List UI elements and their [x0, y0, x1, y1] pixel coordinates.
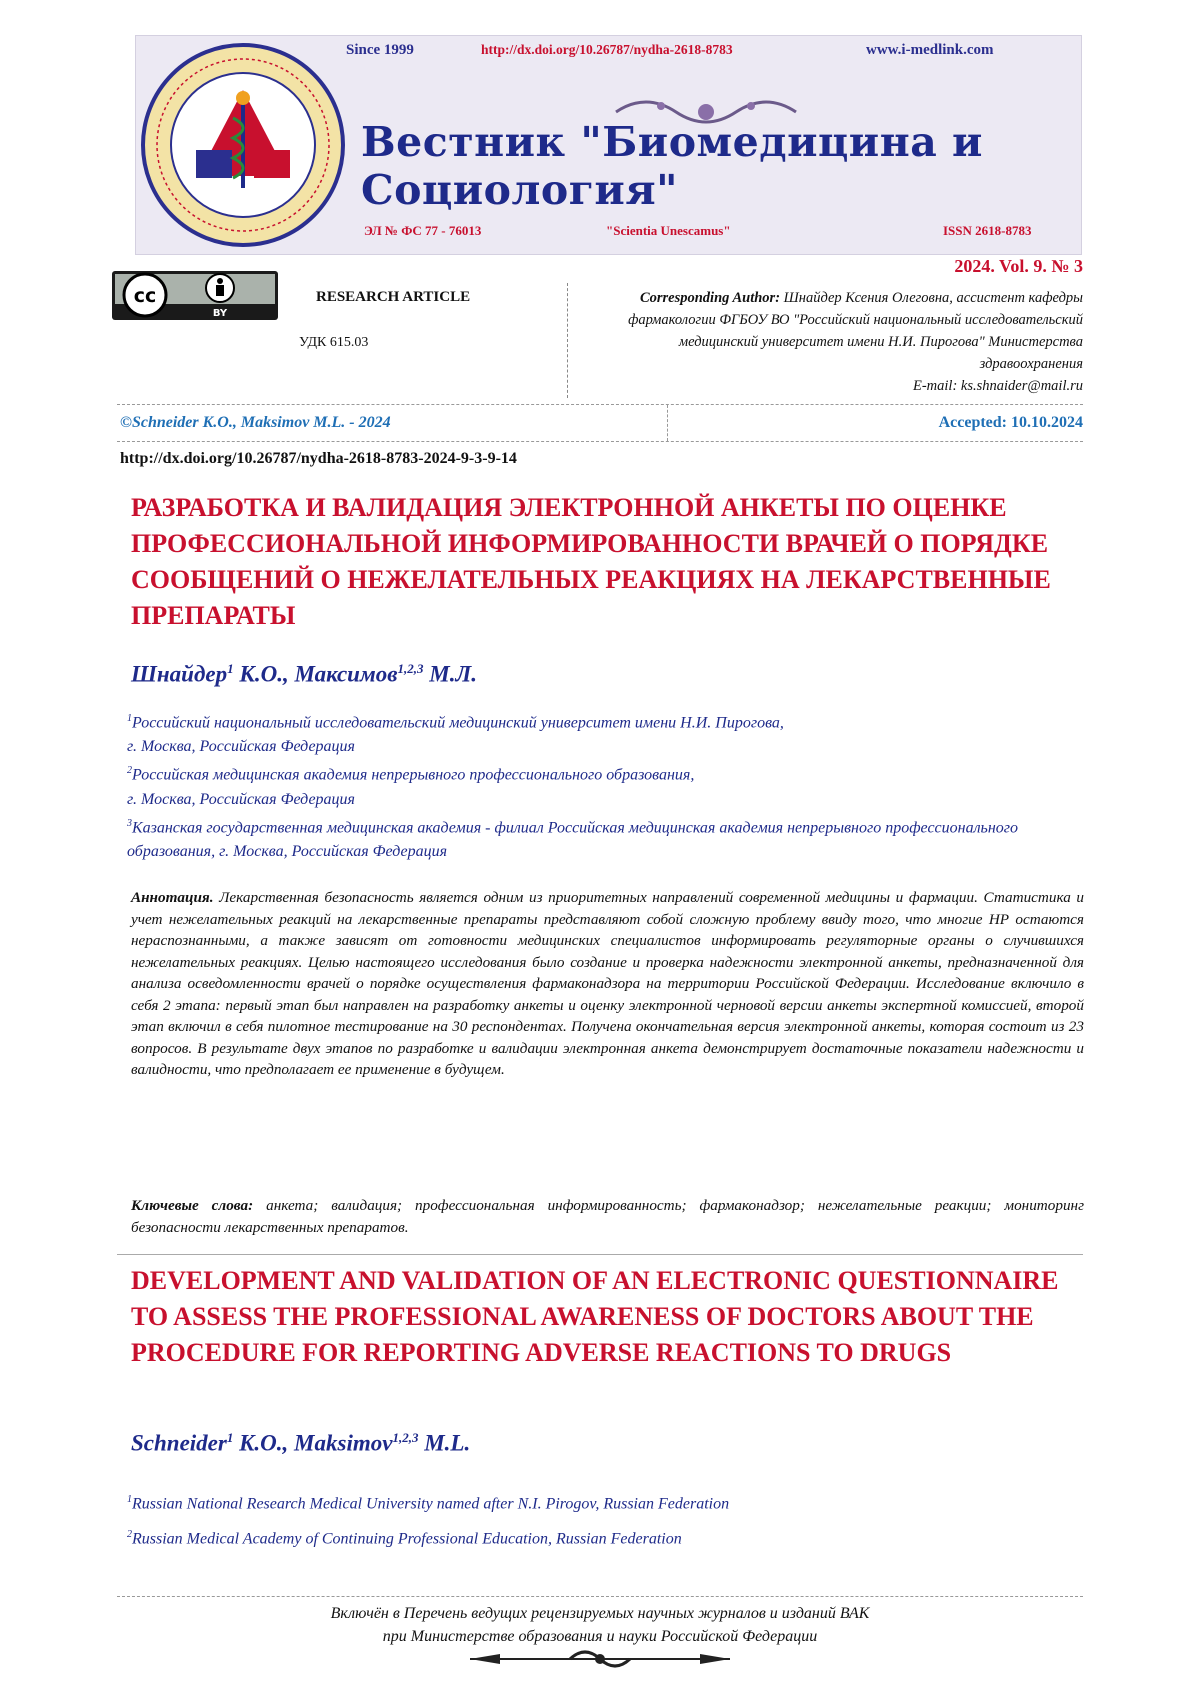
meta-divider — [567, 283, 568, 398]
divider-line — [117, 1254, 1083, 1255]
journal-banner — [135, 35, 1082, 255]
abstract-text: Лекарственная безопасность является одним из приоритетных направлений современной медицины и фармации. Статистика и учет нежелательных реакций на лекарственные препараты представляют собой сложную проблему ввиду того, что многие НР остаются нераспознанными, а также зависят от готовности медицинских специалистов информировать регуляторные органы о случившихся нежелательных реакциях. Целью настоящего исследования было создание и проверка надежности электронной анкеты, предназначенной для анализа осведомленности врачей о порядке осуществления фармаконадзора на территории Российской Федерации. Исследование включило в себя 2 этапа: первый этап был направлен на разработку анкеты и оценку электронной черновой версии анкеты экспертной комиссией, второй этап включил в себя пилотное тестирование на 30 респондентах. Получена окончательная версия электронной анкеты, которая состоит из 23 вопросов. В результате двух этапов по разработке и валидации электронная анкета демонстрирует достаточные показатели надежности и валидности, что предполагает ее применение в будущем. — [131, 889, 1084, 1078]
keywords-ru — [131, 1195, 1084, 1238]
affiliation-item — [127, 707, 1087, 735]
affiliation-item — [127, 1523, 1087, 1551]
affiliation-text: Российский национальный исследовательский медицинский университет имени Н.И. Пирогова, — [132, 714, 784, 732]
author-affiliation-sup: 1,2,3 — [397, 661, 424, 676]
affiliation-city: г. Москва, Российская Федерация — [127, 790, 355, 808]
corresponding-author-label: Corresponding Author: — [639, 290, 781, 306]
journal-doi-link[interactable]: http://dx.doi.org/10.26787/nydha-2618-8783 — [481, 42, 733, 57]
abstract-ru — [131, 887, 1084, 1081]
affiliation-sup: 1 — [127, 713, 132, 724]
issn: ISSN 2618-8783 — [943, 223, 1032, 238]
author-affiliation-sup: 1 — [227, 661, 234, 676]
affiliation-text: Российская медицинская академия непрерывного профессионального образования, — [132, 766, 695, 784]
corresponding-author-text: Шнайдер Ксения Олеговна, ассистент кафедры фармакологии ФГБОУ ВО "Российский национальный исследовательский медицинский университет имени Н.И. Пирогова" Министерства здравоохранения — [628, 290, 1083, 372]
author-affiliation-sup: 1 — [226, 1430, 234, 1445]
divider-line — [117, 441, 1083, 442]
affiliation-text: Казанская государственная медицинская академия - филиал Российская медицинская академия непрерывного профессионального образования, г. Москва, Российская Федерация — [127, 818, 1019, 860]
affiliation-item — [127, 812, 1087, 864]
article-title-ru: РАЗРАБОТКА И ВАЛИДАЦИЯ ЭЛЕКТРОННОЙ АНКЕТЫ ПО ОЦЕНКЕ ПРОФЕССИОНАЛЬНОЙ ИНФОРМИРОВАННОСТИ ВРАЧЕЙ О ПОРЯДКЕ СООБЩЕНИЙ О НЕЖЕЛАТЕЛЬНЫХ РЕАКЦИЯХ НА ЛЕКАРСТВЕННЫЕ ПРЕПАРАТЫ — [131, 493, 1051, 630]
author-initials: M.L. — [418, 1430, 471, 1456]
affiliation-sup: 3 — [127, 817, 132, 829]
affiliation-city: г. Москва, Российская Федерация — [127, 738, 355, 756]
journal-title: Вестник "Биомедицина и Социология" — [361, 118, 983, 214]
copyright-line: ©Schneider K.O., Maksimov M.L. - 2024 — [120, 414, 391, 431]
journal-motto: "Scientia Unescamus" — [606, 223, 731, 238]
author-name: Максимов — [294, 661, 398, 687]
author-name: Schneider — [131, 1430, 227, 1456]
affiliation-item — [127, 759, 1087, 787]
author-name: Maksimov — [294, 1430, 393, 1456]
page-footer — [117, 1602, 1083, 1648]
udc-code: УДК 615.03 — [299, 335, 369, 350]
keywords-text: анкета; валидация; профессиональная информированность; фармаконадзор; нежелательные реакции; мониторинг безопасности лекарственных препаратов. — [131, 1197, 1085, 1236]
article-type: RESEARCH ARTICLE — [316, 289, 471, 305]
author-name: Шнайдер — [131, 661, 228, 687]
article-doi-link[interactable]: http://dx.doi.org/10.26787/nydha-2618-8783-2024-9-3-9-14 — [120, 450, 517, 467]
ornament-divider-icon — [470, 1645, 730, 1673]
footer-line: при Министерстве образования и науки Российской Федерации — [382, 1628, 818, 1645]
affiliation-sup: 2 — [127, 1529, 132, 1540]
journal-website-link[interactable]: www.i-medlink.com — [866, 42, 994, 58]
since-label: Since 1999 — [346, 42, 414, 58]
divider-line — [117, 404, 1083, 405]
author-initials: М.Л. — [423, 661, 477, 687]
affiliation-text: Russian National Research Medical University named after N.I. Pirogov, Russian Federation — [132, 1495, 730, 1513]
authors-en — [131, 1430, 470, 1457]
keywords-label: Ключевые слова: — [131, 1197, 254, 1214]
corresponding-email[interactable]: E-mail: ks.shnaider@mail.ru — [912, 378, 1083, 394]
accepted-date: Accepted: 10.10.2024 — [938, 414, 1083, 431]
affiliation-sup: 2 — [127, 765, 132, 777]
footer-line: Включён в Перечень ведущих рецензируемых научных журналов и изданий ВАК — [330, 1605, 870, 1622]
author-initials: K.O., — [233, 1430, 295, 1456]
registration-number: ЭЛ № ФС 77 - 76013 — [364, 223, 482, 238]
affiliation-sup: 1 — [127, 1494, 132, 1505]
author-affiliation-sup: 1,2,3 — [392, 1430, 419, 1445]
divider-line — [667, 405, 668, 441]
svg-text:BY: BY — [212, 308, 228, 319]
article-title-en: DEVELOPMENT AND VALIDATION OF AN ELECTRONIC QUESTIONNAIRE TO ASSESS THE PROFESSIONAL AWARENESS OF DOCTORS ABOUT THE PROCEDURE FOR REPORTING ADVERSE REACTIONS TO DRUGS — [131, 1266, 1059, 1367]
issue-number: 2024. Vol. 9. № 3 — [954, 256, 1083, 276]
authors-ru — [131, 661, 477, 688]
divider-line — [117, 1596, 1083, 1597]
affiliation-item — [127, 1488, 1087, 1516]
affiliation-text: Russian Medical Academy of Continuing Professional Education, Russian Federation — [132, 1530, 682, 1548]
journal-seal-logo — [138, 38, 348, 252]
corresponding-author — [580, 287, 1083, 375]
abstract-label: Аннотация. — [131, 889, 214, 906]
affiliations-ru — [127, 707, 1087, 864]
author-initials: К.О., — [233, 661, 295, 687]
cc-by-badge-icon[interactable] — [112, 271, 278, 320]
svg-text:cc: cc — [133, 285, 157, 307]
